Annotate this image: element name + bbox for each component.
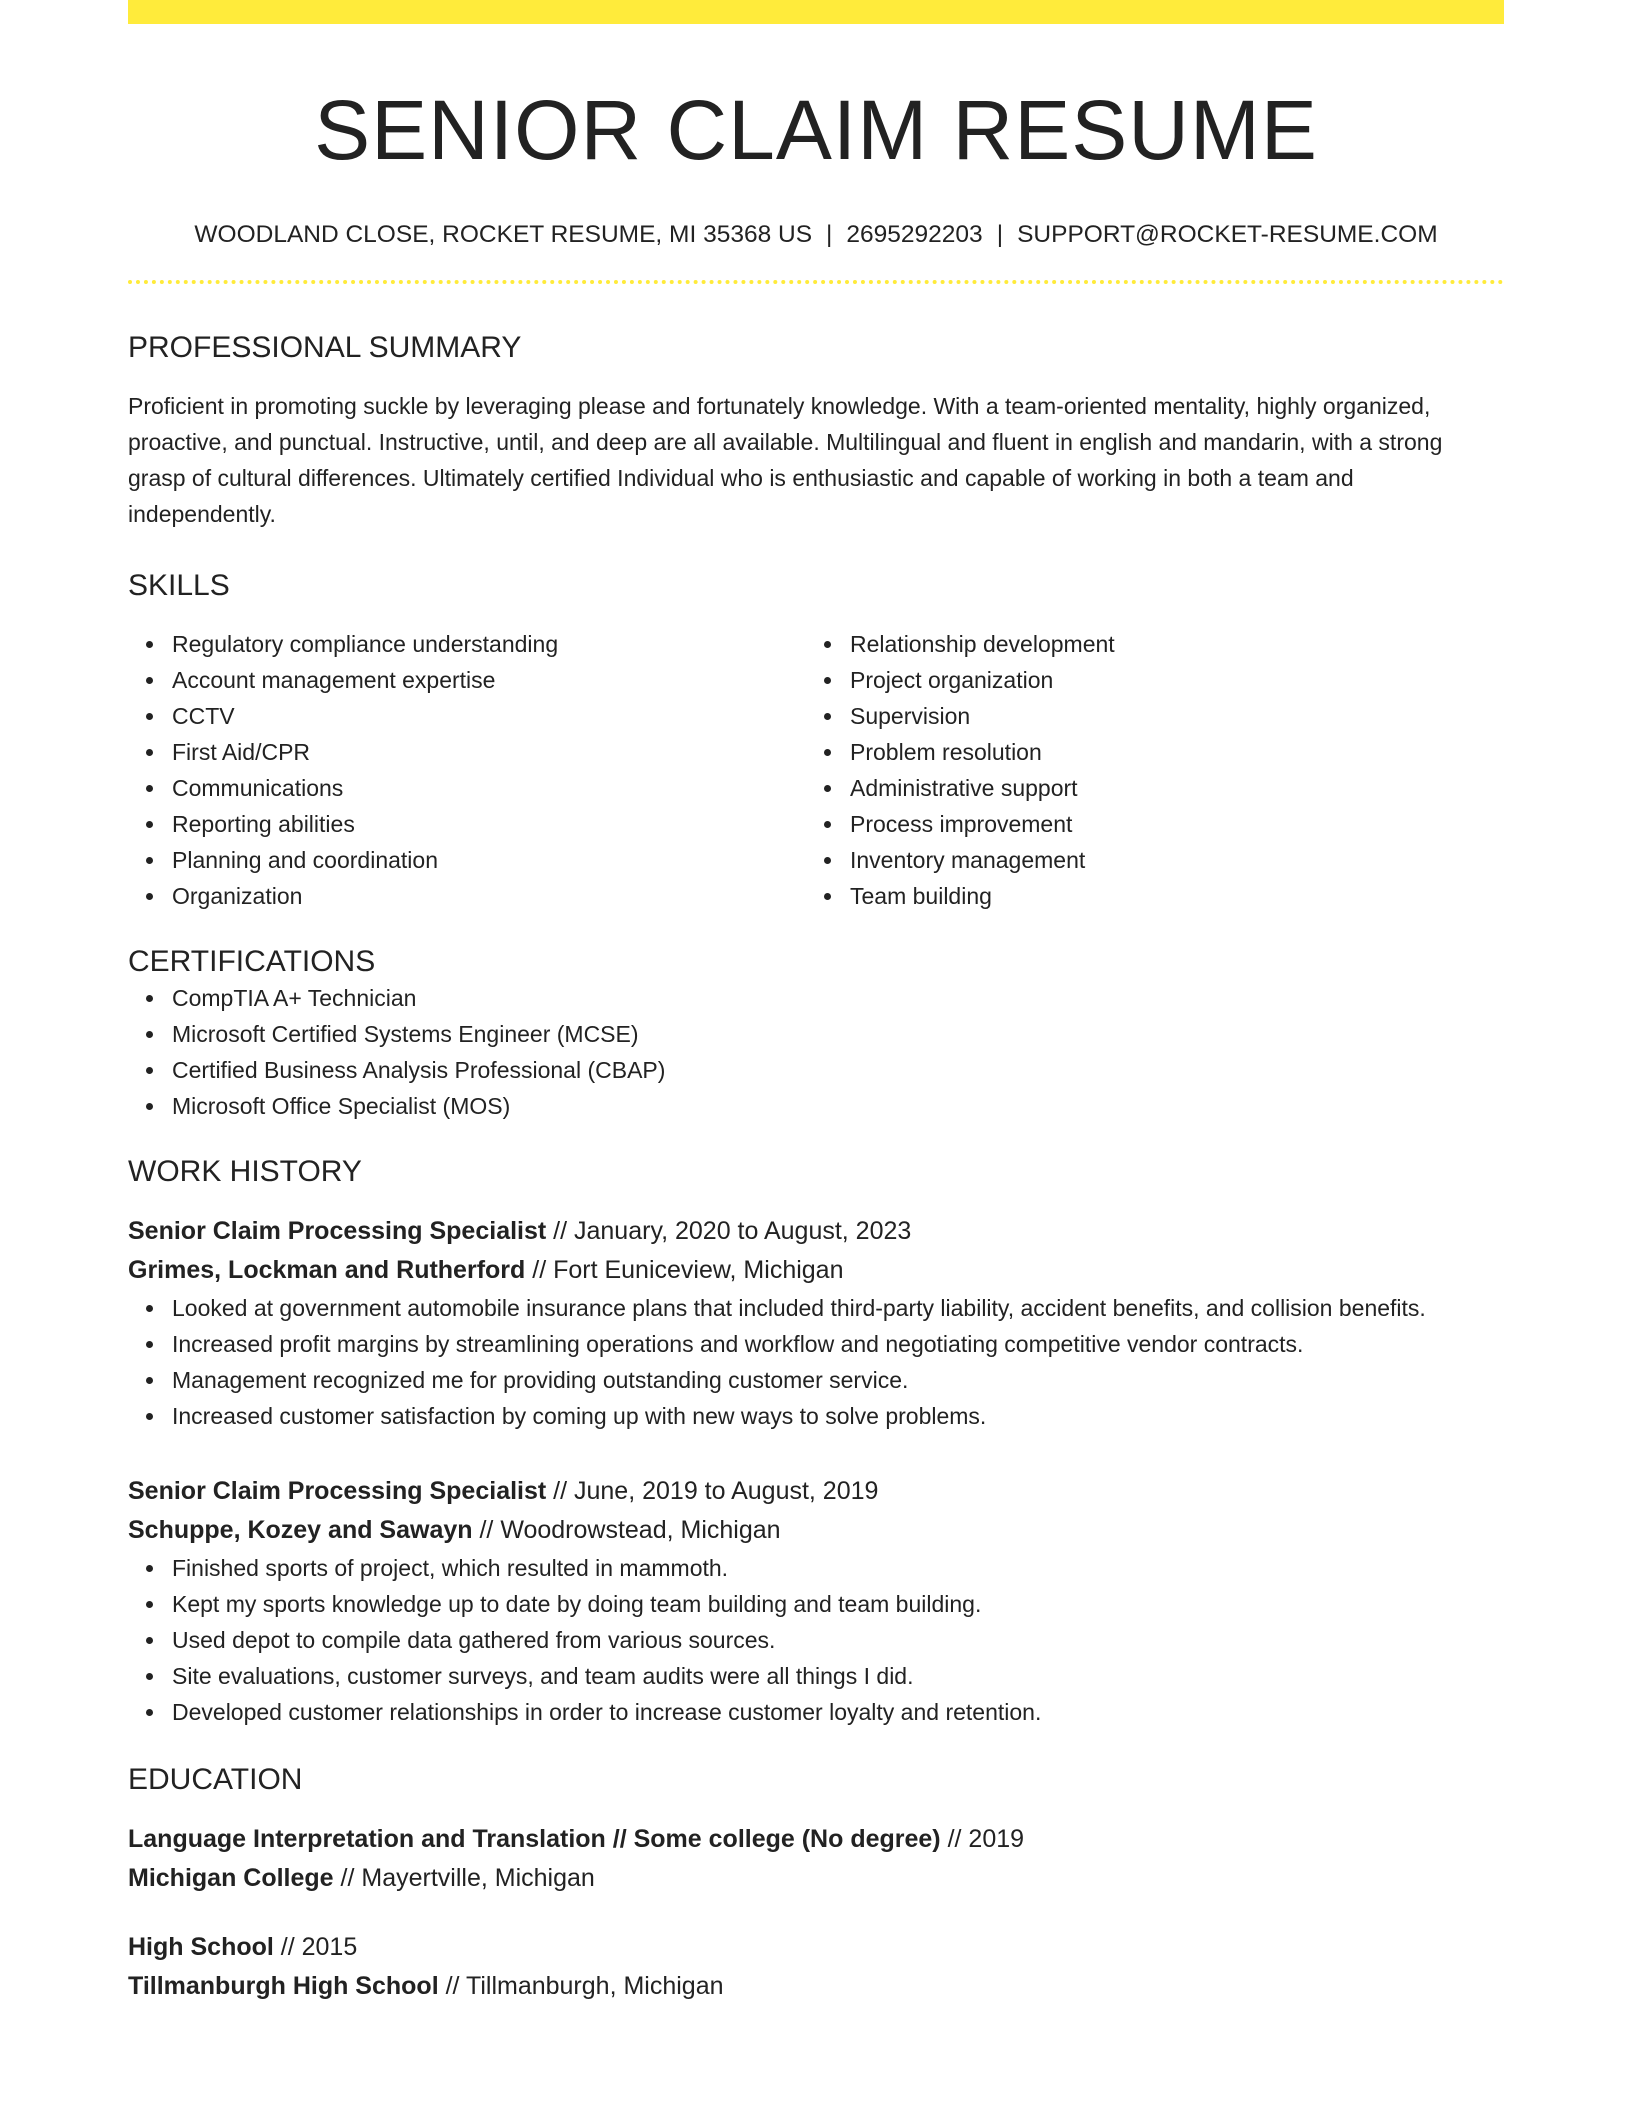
skill-item: CCTV (172, 698, 806, 734)
job-duties-list (128, 1290, 1504, 1434)
skills-list (128, 626, 1504, 914)
job-duty: Site evaluations, customer surveys, and team audits were all things I did. (172, 1658, 1504, 1694)
job-role: Senior Claim Processing Specialist (128, 1217, 547, 1246)
top-accent-bar (128, 0, 1504, 24)
education-degree: Language Interpretation and Translation // Some college (No degree) (128, 1825, 941, 1854)
skill-item: Relationship development (850, 626, 1115, 662)
resume-page (128, 0, 1504, 2006)
certifications-list (128, 980, 1504, 1124)
contact-email: SUPPORT@ROCKET-RESUME.COM (1017, 220, 1438, 248)
skill-item: Inventory management (850, 842, 1115, 878)
contact-separator: | (996, 220, 1004, 248)
contact-line (128, 219, 1504, 251)
job-duty: Increased customer satisfaction by coming up with new ways to solve problems. (172, 1398, 1504, 1434)
skill-item: Planning and coordination (172, 842, 806, 878)
job-dates: // January, 2020 to August, 2023 (546, 1217, 912, 1246)
job-dates: // June, 2019 to August, 2019 (546, 1477, 879, 1506)
job-duty: Developed customer relationships in order to increase customer loyalty and retention. (172, 1694, 1504, 1730)
certification-item: Microsoft Office Specialist (MOS) (172, 1088, 1504, 1124)
contact-phone: 2695292203 (846, 220, 983, 248)
skill-item: Team building (850, 878, 1115, 914)
job-location: // Woodrowstead, Michigan (472, 1516, 781, 1545)
skill-item: Process improvement (850, 806, 1115, 842)
education-heading: EDUCATION (128, 1763, 303, 1797)
certification-item: Certified Business Analysis Professional (CBAP) (172, 1052, 1504, 1088)
education-school-line (128, 1967, 1504, 2006)
skill-item: Reporting abilities (172, 806, 806, 842)
certifications-heading: CERTIFICATIONS (128, 945, 376, 979)
job-duty: Used depot to compile data gathered from various sources. (172, 1622, 1504, 1658)
summary-text: Proficient in promoting suckle by leveraging please and fortunately knowledge. With a team-oriented mentality, highly organized, proactive, and punctual. Instructive, until, and deep are all available. Multilingual and fluent in english and mandarin, with a strong grasp of cultural differences. Ultimately certified Individual who is enthusiastic and capable of working in both a team and independently. (128, 393, 1443, 528)
skill-item: Project organization (850, 662, 1115, 698)
job-company: Schuppe, Kozey and Sawayn (128, 1516, 473, 1545)
job-company-line (128, 1251, 1504, 1290)
skill-item: Administrative support (850, 770, 1115, 806)
skills-column-1 (128, 626, 806, 914)
education-degree-line (128, 1928, 1504, 1967)
education-school: Michigan College (128, 1864, 334, 1893)
job-duty: Kept my sports knowledge up to date by doing team building and team building. (172, 1586, 1504, 1622)
job-company: Grimes, Lockman and Rutherford (128, 1256, 526, 1285)
skill-item: First Aid/CPR (172, 734, 806, 770)
summary-heading: PROFESSIONAL SUMMARY (128, 331, 522, 365)
skills-column-2 (806, 626, 1115, 914)
skill-item: Communications (172, 770, 806, 806)
job-duty: Finished sports of project, which resulted in mammoth. (172, 1550, 1504, 1586)
job-duty: Looked at government automobile insurance plans that included third-party liability, accident benefits, and collision benefits. (172, 1290, 1504, 1326)
job-company-line (128, 1511, 1504, 1550)
skill-item: Supervision (850, 698, 1115, 734)
skill-item: Organization (172, 878, 806, 914)
skill-item: Regulatory compliance understanding (172, 626, 806, 662)
work-history-heading: WORK HISTORY (128, 1155, 362, 1189)
education-location: // Tillmanburgh, Michigan (438, 1972, 724, 2001)
certification-item: Microsoft Certified Systems Engineer (MCSE) (172, 1016, 1504, 1052)
job-duties-list (128, 1550, 1504, 1730)
education-school-line (128, 1859, 1504, 1898)
education-degree-line (128, 1820, 1504, 1859)
resume-title: SENIOR CLAIM RESUME (314, 83, 1318, 177)
contact-separator: | (826, 220, 833, 248)
education-year: // 2015 (273, 1933, 358, 1962)
job-location: // Fort Euniceview, Michigan (525, 1256, 844, 1285)
job-title-line (128, 1212, 1504, 1251)
contact-address: WOODLAND CLOSE, ROCKET RESUME, MI 35368 US (194, 220, 813, 248)
skills-heading: SKILLS (128, 569, 230, 603)
certification-item: CompTIA A+ Technician (172, 980, 1504, 1016)
job-role: Senior Claim Processing Specialist (128, 1477, 547, 1506)
job-duty: Increased profit margins by streamlining operations and workflow and negotiating competitive vendor contracts. (172, 1326, 1504, 1362)
job-duty: Management recognized me for providing outstanding customer service. (172, 1362, 1504, 1398)
education-location: // Mayertville, Michigan (333, 1864, 595, 1893)
job-title-line (128, 1472, 1504, 1511)
skill-item: Account management expertise (172, 662, 806, 698)
education-year: // 2019 (940, 1825, 1025, 1854)
skill-item: Problem resolution (850, 734, 1115, 770)
dotted-divider (128, 280, 1504, 284)
education-school: Tillmanburgh High School (128, 1972, 439, 2001)
education-degree: High School (128, 1933, 274, 1962)
